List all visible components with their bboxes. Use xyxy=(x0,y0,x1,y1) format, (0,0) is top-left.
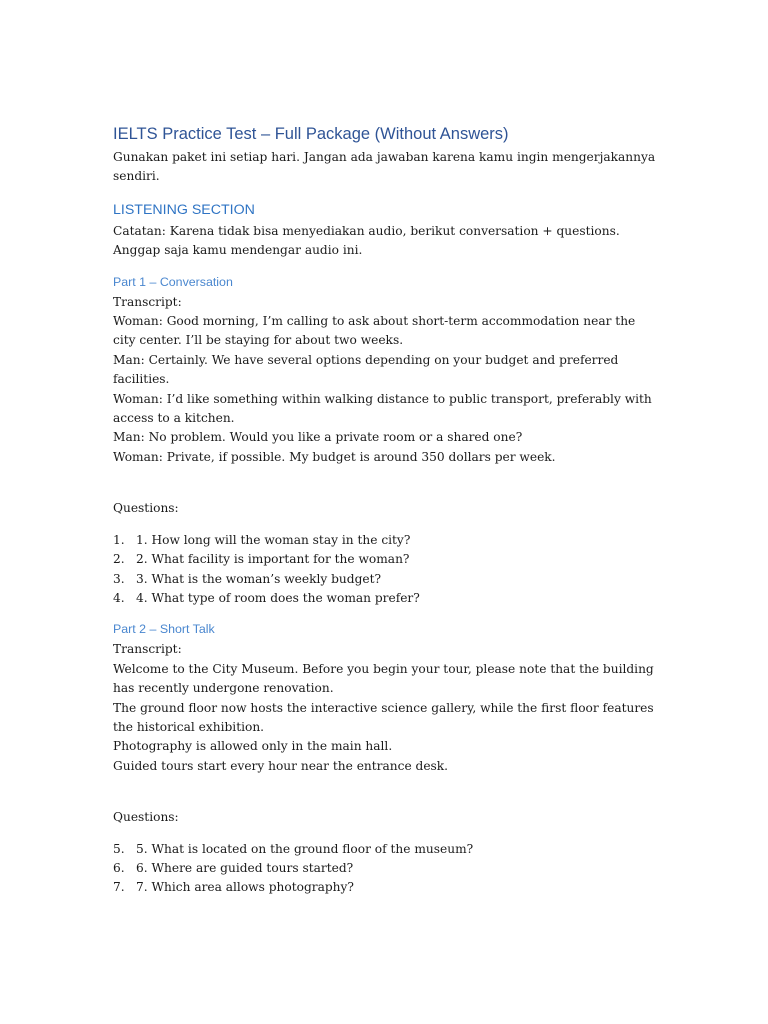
list-number: 5. xyxy=(113,841,125,856)
part2-question-list xyxy=(113,840,658,898)
list-number: 7. xyxy=(113,880,125,895)
transcript-line: Woman: I’d like something within walking distance to public transport, preferably with access to a kitchen. xyxy=(113,391,652,426)
list-number: 1. xyxy=(113,532,125,547)
part2-transcript xyxy=(113,660,658,776)
part2-questions-label: Questions: xyxy=(113,810,179,825)
list-item xyxy=(113,878,658,897)
part2-transcript-label: Transcript: xyxy=(113,642,182,657)
list-number: 6. xyxy=(113,860,125,875)
question-text: 7. Which area allows photography? xyxy=(136,880,354,895)
transcript-line: The ground floor now hosts the interactive science gallery, while the first floor features the historical exhibition. xyxy=(113,700,654,734)
transcript-line: Photography is allowed only in the main hall. xyxy=(113,739,393,754)
intro-paragraph: Gunakan paket ini setiap hari. Jangan ada jawaban karena kamu ingin mengerjakannya sendiri. xyxy=(113,150,656,184)
transcript-line: Guided tours start every hour near the entrance desk. xyxy=(113,758,449,773)
part1-transcript-label: Transcript: xyxy=(113,294,182,309)
transcript-line: Welcome to the City Museum. Before you begin your tour, please note that the building has recently undergone renovation. xyxy=(113,661,654,696)
list-item xyxy=(113,550,658,569)
list-item xyxy=(113,570,658,589)
transcript-line: Woman: Private, if possible. My budget is around 350 dollars per week. xyxy=(113,449,556,464)
question-text: 2. What facility is important for the woman? xyxy=(136,552,410,567)
part1-transcript xyxy=(113,312,658,467)
document-title: IELTS Practice Test – Full Package (Without Answers) xyxy=(113,125,509,143)
list-number: 2. xyxy=(113,552,125,567)
list-item xyxy=(113,531,658,550)
transcript-line: Man: No problem. Would you like a private room or a shared one? xyxy=(113,430,523,445)
question-text: 1. How long will the woman stay in the city? xyxy=(136,532,411,547)
spacer xyxy=(113,776,658,808)
part2-heading: Part 2 – Short Talk xyxy=(113,622,215,637)
list-item xyxy=(113,840,658,859)
list-number: 3. xyxy=(113,571,125,586)
document-page xyxy=(113,123,658,898)
list-item xyxy=(113,589,658,608)
listening-section-heading: LISTENING SECTION xyxy=(113,201,255,218)
list-number: 4. xyxy=(113,590,125,605)
part1-heading: Part 1 – Conversation xyxy=(113,274,233,289)
transcript-line: Man: Certainly. We have several options depending on your budget and preferred facilities. xyxy=(113,352,619,387)
part1-question-list xyxy=(113,531,658,609)
question-text: 4. What type of room does the woman prefer? xyxy=(136,590,420,605)
question-text: 5. What is located on the ground floor of the museum? xyxy=(136,841,474,856)
question-text: 3. What is the woman’s weekly budget? xyxy=(136,571,382,586)
part1-questions-label: Questions: xyxy=(113,501,179,516)
transcript-line: Woman: Good morning, I’m calling to ask about short-term accommodation near the city center. I’ll be staying for about two weeks. xyxy=(113,314,636,348)
question-text: 6. Where are guided tours started? xyxy=(136,860,354,875)
listening-note: Catatan: Karena tidak bisa menyediakan audio, berikut conversation + questions. Anggap saja kamu mendengar audio ini. xyxy=(113,223,620,258)
list-item xyxy=(113,859,658,878)
spacer xyxy=(113,467,658,499)
